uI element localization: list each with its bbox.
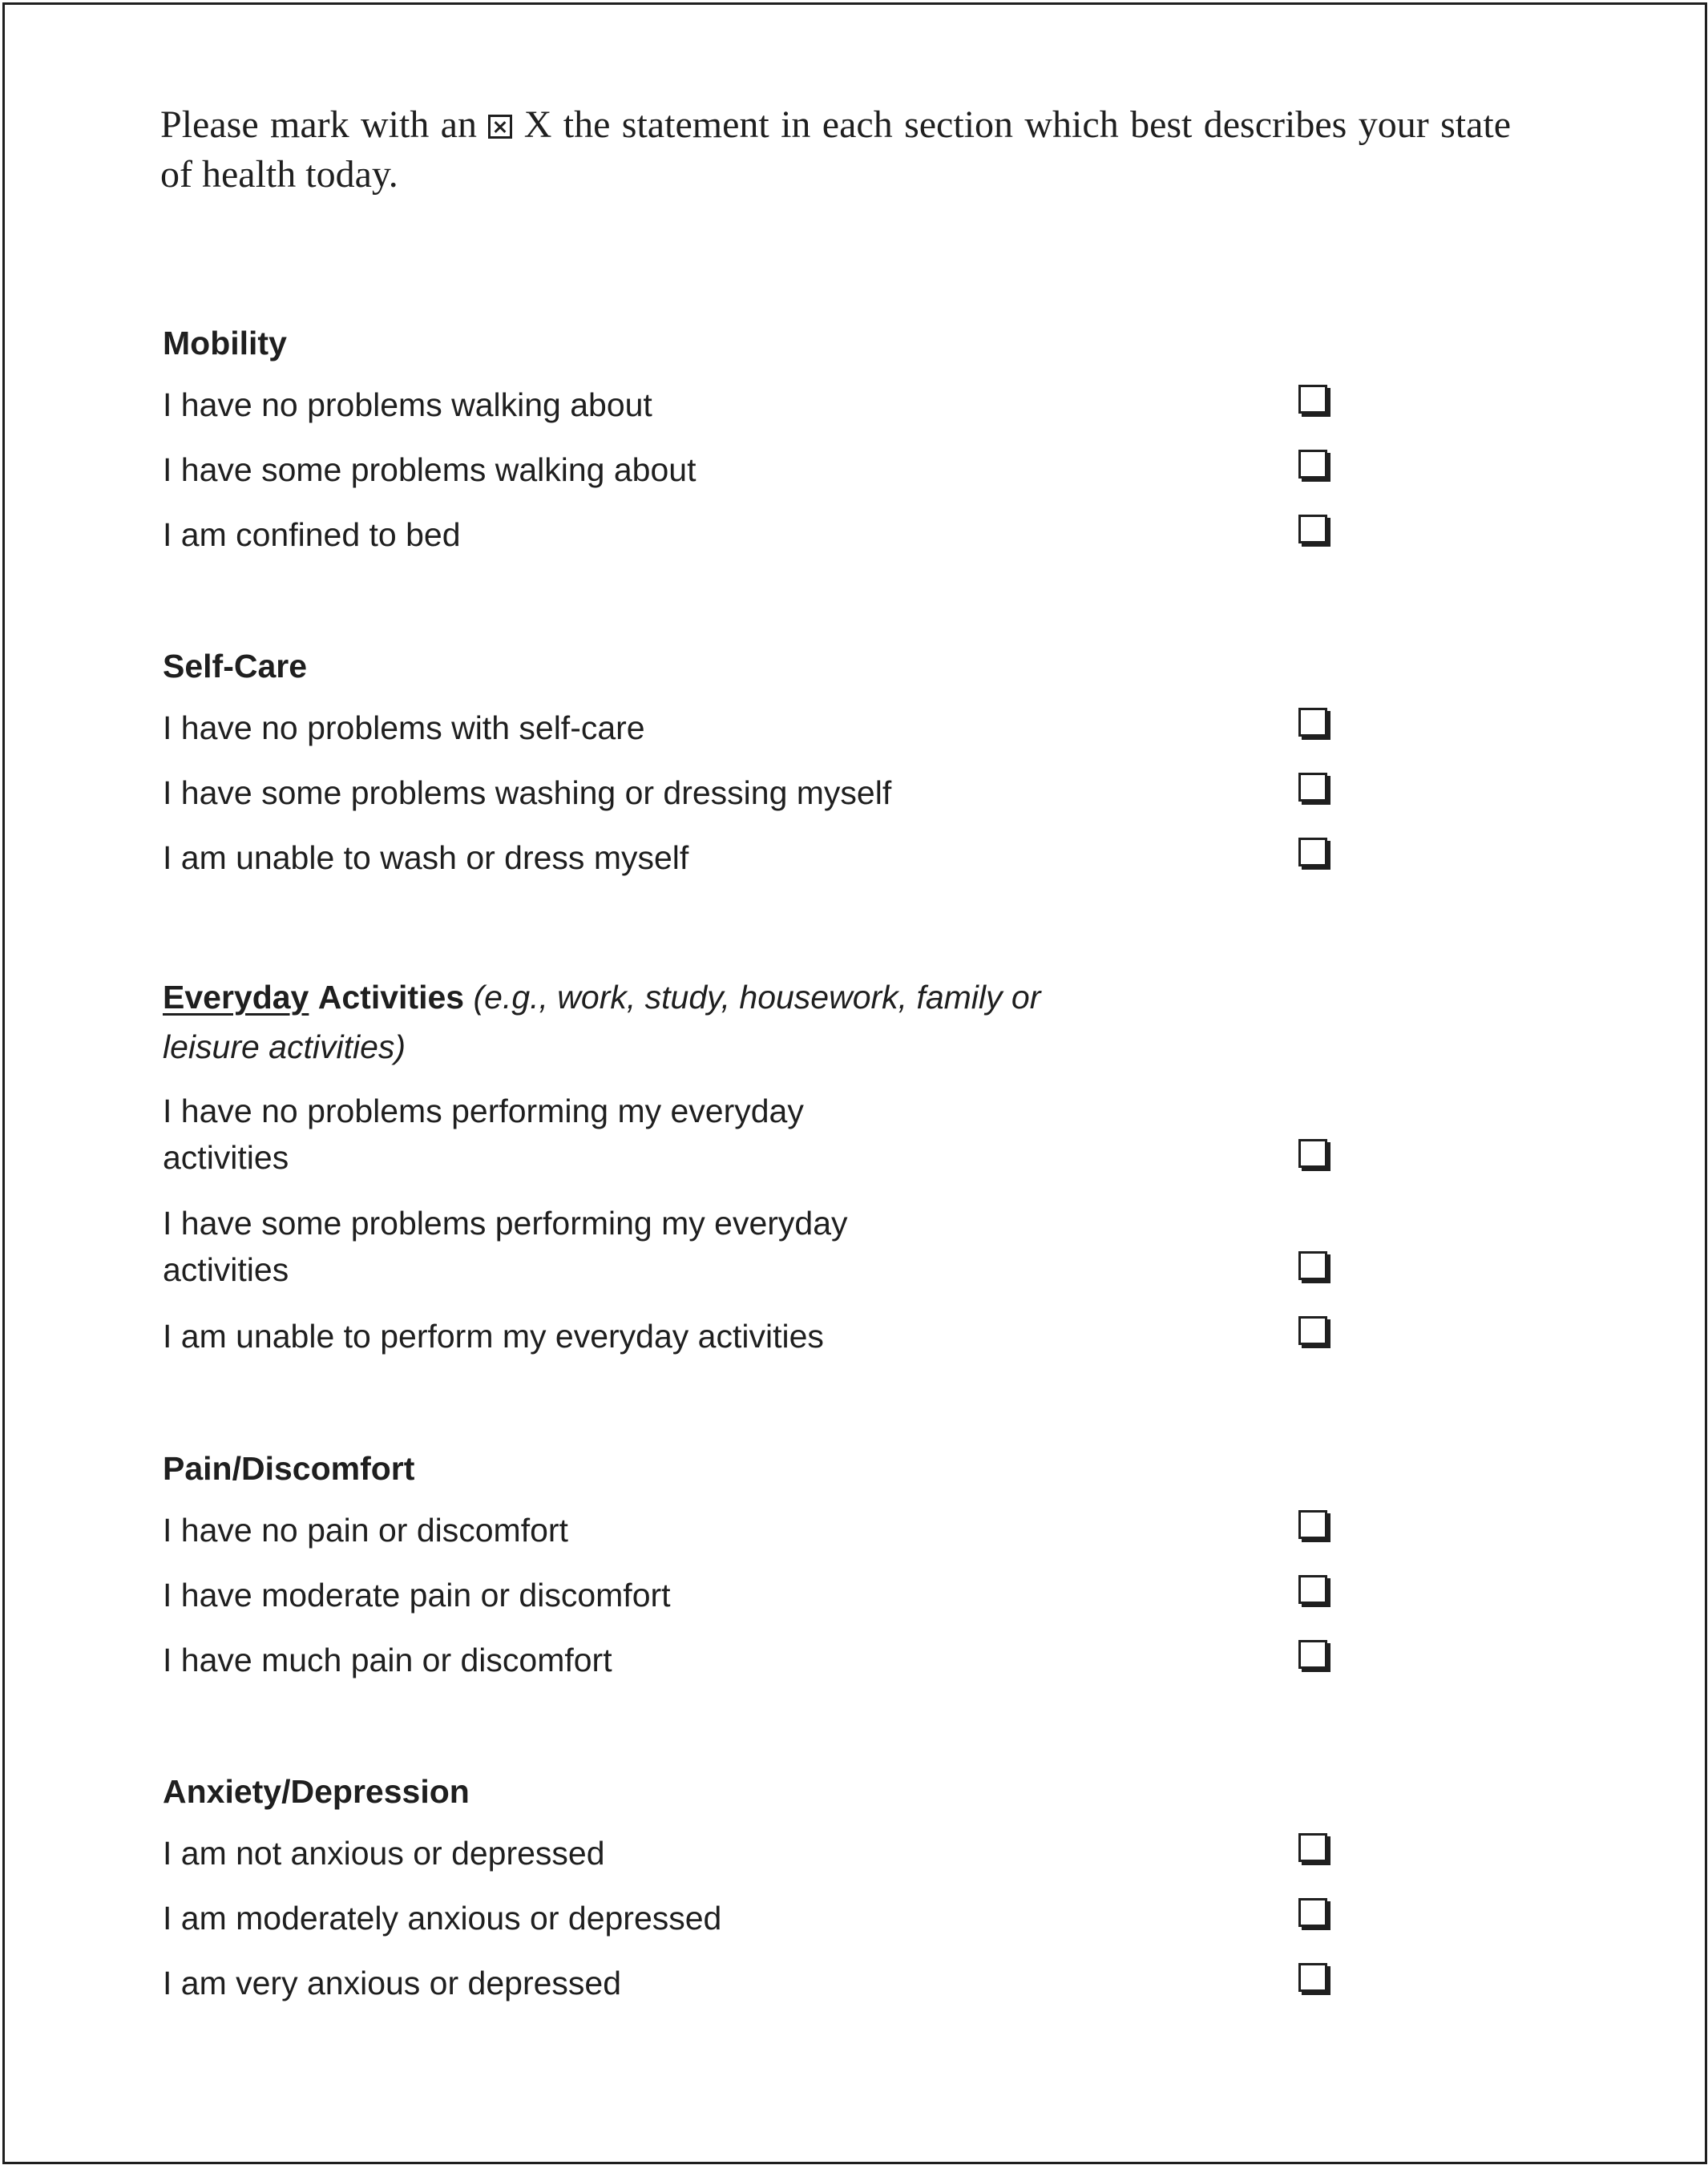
option-pain-3: I have much pain or discomfort xyxy=(163,1642,612,1678)
heading-activities: Activities xyxy=(317,979,465,1016)
checkbox-self-care-3[interactable] xyxy=(1298,838,1327,866)
option-mobility-2: I have some problems walking about xyxy=(163,451,697,488)
checkbox-pain-3[interactable] xyxy=(1298,1640,1327,1669)
option-mobility-3: I am confined to bed xyxy=(163,516,461,553)
option-anxiety-1: I am not anxious or depressed xyxy=(163,1835,605,1872)
option-self-care-2: I have some problems washing or dressing myself xyxy=(163,774,892,811)
option-pain-2: I have moderate pain or discomfort xyxy=(163,1577,671,1614)
section-heading-anxiety-depression: Anxiety/Depression xyxy=(163,1773,470,1810)
option-self-care-1: I have no problems with self-care xyxy=(163,709,645,746)
option-self-care-3: I am unable to wash or dress myself xyxy=(163,839,689,876)
checkbox-pain-2[interactable] xyxy=(1298,1575,1327,1604)
checkbox-pain-1[interactable] xyxy=(1298,1510,1327,1539)
checkbox-everyday-1[interactable] xyxy=(1298,1139,1327,1168)
checkbox-self-care-1[interactable] xyxy=(1298,708,1327,737)
section-heading-self-care: Self-Care xyxy=(163,648,308,685)
checkbox-mobility-1[interactable] xyxy=(1298,385,1327,414)
checkbox-mobility-3[interactable] xyxy=(1298,515,1327,543)
checkbox-self-care-2[interactable] xyxy=(1298,773,1327,802)
option-everyday-1: I have no problems performing my everyday activities xyxy=(163,1093,804,1176)
checkbox-anxiety-3[interactable] xyxy=(1298,1963,1327,1992)
checkbox-mobility-2[interactable] xyxy=(1298,450,1327,479)
option-mobility-1: I have no problems walking about xyxy=(163,386,652,423)
instructions-text-end: X the statement in each section which best describes your state of health today. xyxy=(160,103,1512,196)
instructions-text-start: Please mark with an xyxy=(160,103,477,146)
section-heading-mobility: Mobility xyxy=(163,325,287,362)
section-heading-everyday-activities xyxy=(163,972,1044,1072)
instructions xyxy=(160,100,1511,200)
option-everyday-2: I have some problems performing my everyday activities xyxy=(163,1205,848,1288)
option-anxiety-3: I am very anxious or depressed xyxy=(163,1965,621,2001)
heading-examples: (e.g., work, study, housework, family or leisure activities) xyxy=(163,979,1041,1065)
checked-box-icon xyxy=(488,115,512,139)
checkbox-everyday-3[interactable] xyxy=(1298,1316,1327,1345)
checkbox-anxiety-2[interactable] xyxy=(1298,1898,1327,1927)
option-anxiety-2: I am moderately anxious or depressed xyxy=(163,1900,722,1937)
heading-everyday: Everyday xyxy=(163,979,309,1016)
section-heading-pain-discomfort: Pain/Discomfort xyxy=(163,1450,415,1487)
option-pain-1: I have no pain or discomfort xyxy=(163,1512,568,1549)
option-everyday-3: I am unable to perform my everyday activities xyxy=(163,1318,824,1355)
checkbox-anxiety-1[interactable] xyxy=(1298,1833,1327,1862)
checkbox-everyday-2[interactable] xyxy=(1298,1251,1327,1280)
